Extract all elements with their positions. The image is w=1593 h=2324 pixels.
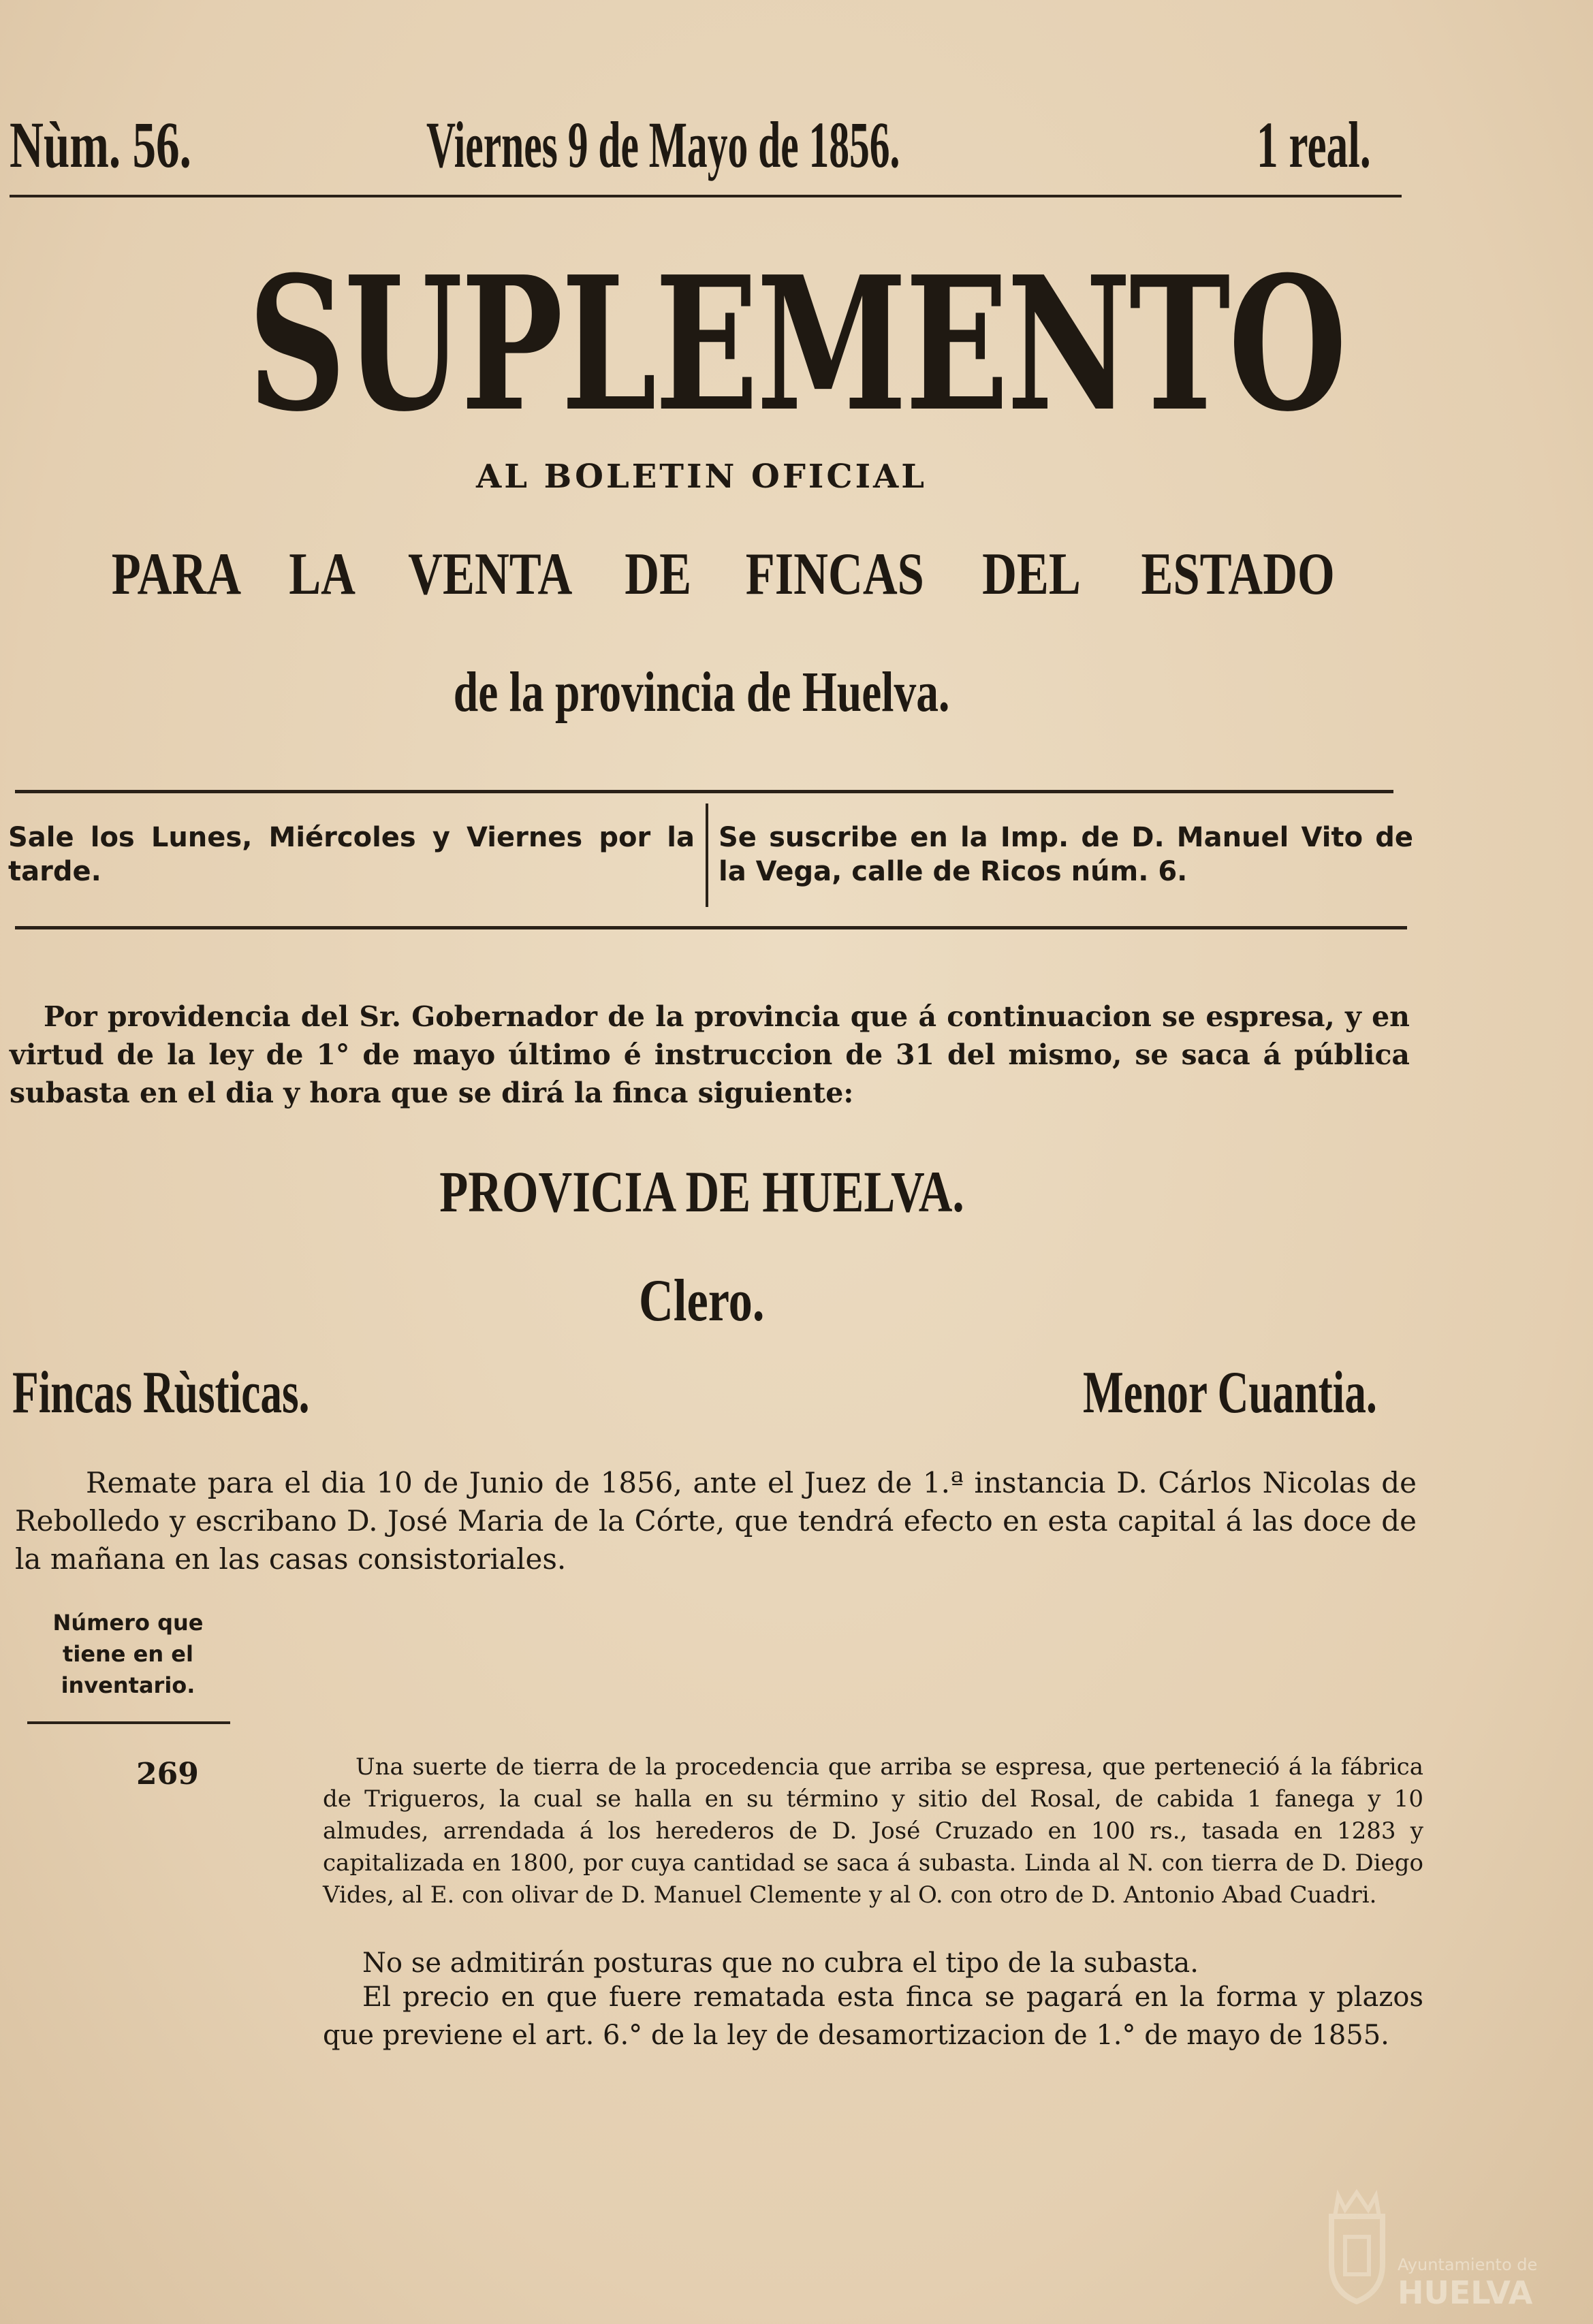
entry-note-1: No se admitirán posturas que no cubra el tipo de la subasta. (362, 1947, 1199, 1979)
masthead-word: DE (625, 541, 692, 607)
masthead-word: PARA (111, 541, 242, 607)
info-bottom-rule (15, 926, 1407, 929)
right-heading: Menor Cuantia. (1083, 1360, 1377, 1426)
issue-price: 1 real. (1257, 108, 1371, 181)
masthead-word: FINCAS (745, 541, 924, 607)
masthead-word: ESTADO (1141, 541, 1335, 607)
info-top-rule (15, 790, 1393, 793)
masthead-word: DEL (982, 541, 1081, 607)
header-rule (10, 195, 1402, 197)
watermark-line1: Ayuntamiento de (1398, 2255, 1538, 2274)
info-right: Se suscribe en la Imp. de D. Manuel Vito de la Vega, calle de Ricos núm. 6. (719, 822, 1413, 887)
remate-paragraph: Remate para el dia 10 de Junio de 1856, ante el Juez de 1.ª instancia D. Cárlos Nicolas de Rebolledo y escribano D. José Maria de la Córte, que tendrá efecto en esta capital á las doce de la mañana en las casas consistoriales. (15, 1466, 1417, 1576)
masthead-line3: de la provincia de Huelva. (453, 660, 950, 724)
issue-number: Nùm. 56. (10, 108, 191, 181)
masthead-title: SUPLEMENTO (248, 236, 1345, 452)
column-header: Número que tiene en el inventario. (52, 1610, 204, 1698)
issue-date: Viernes 9 de Mayo de 1856. (426, 108, 900, 181)
entry-note-2: El precio en que fuere rematada esta finca se pagará en la forma y plazos que previene el art. 6.° de la ley de desamortizacion de 1.° de mayo de 1855. (323, 1981, 1423, 2051)
watermark-line2: HUELVA (1398, 2274, 1533, 2311)
column-header-rule (27, 1721, 230, 1724)
section-title: PROVICIA DE HUELVA. (439, 1159, 964, 1224)
info-left: Sale los Lunes, Miércoles y Viernes por la tarde. (8, 822, 695, 887)
masthead-word: LA (289, 541, 356, 607)
coat-of-arms-icon (1318, 2189, 1396, 2305)
entry-number: 269 (136, 1757, 199, 1792)
info-divider (706, 803, 708, 907)
section-subtitle: Clero. (638, 1268, 765, 1334)
masthead-line2 (95, 541, 1359, 607)
masthead-word: VENTA (408, 541, 573, 607)
masthead-subtitle: AL BOLETIN OFICIAL (475, 458, 928, 496)
entry-description: Una suerte de tierra de la procedencia que arriba se espresa, que perteneció á la fábrica de Trigueros, la cual se halla en su término y sitio del Rosal, de cabida 1 fanega y 10 almudes, arrendada á los herederos de D. José Cruzado en 100 rs., tasada en 1283 y capitalizada en 1800, por cuya cantidad se saca á subasta. Linda al N. con tierra de D. Diego Vides, al E. con olivar de D. Manuel Clemente y al O. con otro de D. Antonio Abad Cuadri. (323, 1753, 1423, 1909)
left-heading: Fincas Rùsticas. (12, 1360, 310, 1426)
intro-paragraph: Por providencia del Sr. Gobernador de la provincia que á continuacion se espresa, y en virtud de la ley de 1° de mayo último é instruccion de 31 del mismo, se saca á pública subasta en el dia y hora que se dirá la finca siguiente: (10, 1000, 1410, 1109)
